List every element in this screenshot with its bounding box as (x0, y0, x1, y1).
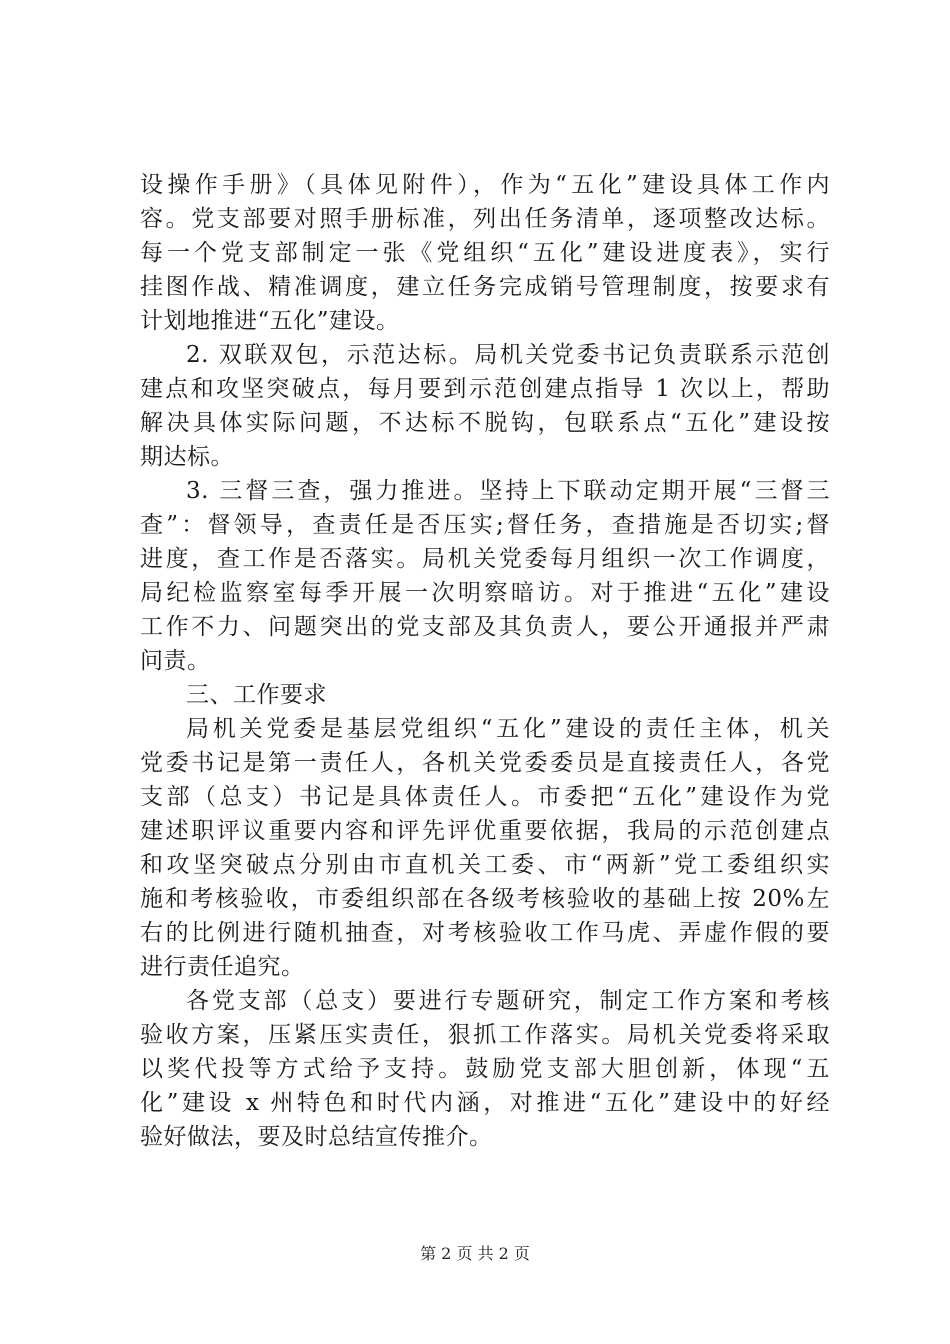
text-line: 挂图作战、精准调度，建立任务完成销号管理制度，按要求有 (140, 274, 830, 300)
document-body (140, 168, 830, 1154)
text-line: 每一个党支部制定一张《党组织“五化”建设进度表》，实行 (140, 240, 830, 266)
text-line: 设操作手册》（具体见附件），作为“五化”建设具体工作内 (140, 172, 830, 198)
text-line: 计划地推进“五化”建设。 (140, 308, 400, 334)
text-line: 化”建设 x 州特色和时代内涵，对推进“五化”建设中的好经 (140, 1090, 830, 1116)
text-line: 建点和攻坚突破点，每月要到示范创建点指导 1 次以上，帮助 (140, 376, 830, 402)
text-line: 施和考核验收，市委组织部在各级考核验收的基础上按 20%左 (140, 886, 830, 912)
text-line: 支部（总支）书记是具体责任人。市委把“五化”建设作为党 (140, 784, 830, 810)
text-line: 期达标。 (140, 444, 234, 470)
text-line: 右的比例进行随机抽查，对考核验收工作马虎、弄虚作假的要 (140, 920, 830, 946)
text-line: 验收方案，压紧压实责任，狠抓工作落实。局机关党委将采取 (140, 1022, 830, 1048)
text-line: 党委书记是第一责任人，各机关党委委员是直接责任人，各党 (140, 750, 830, 776)
text-line: 验好做法，要及时总结宣传推介。 (140, 1124, 493, 1150)
text-line: 问责。 (140, 648, 211, 674)
text-line: 局纪检监察室每季开展一次明察暗访。对于推进“五化”建设 (140, 580, 830, 606)
text-line: 局机关党委是基层党组织“五化”建设的责任主体，机关 (186, 716, 830, 742)
page-footer: 第 2 页 共 2 页 (420, 1244, 530, 1263)
text-line: 查”：督领导，查责任是否压实;督任务，查措施是否切实;督 (140, 512, 830, 538)
text-line: 进度，查工作是否落实。局机关党委每月组织一次工作调度， (140, 546, 830, 572)
text-line: 工作不力、问题突出的党支部及其负责人，要公开通报并严肃 (140, 614, 830, 640)
text-line: 进行责任追究。 (140, 954, 305, 980)
text-line: 解决具体实际问题，不达标不脱钩，包联系点“五化”建设按 (140, 410, 830, 436)
text-line: 容。党支部要对照手册标准，列出任务清单，逐项整改达标。 (140, 206, 830, 232)
text-line: 建述职评议重要内容和评先评优重要依据，我局的示范创建点 (140, 818, 830, 844)
text-line: 3. 三督三查，强力推进。坚持上下联动定期开展“三督三 (186, 478, 830, 504)
text-line: 2. 双联双包，示范达标。局机关党委书记负责联系示范创 (186, 342, 830, 368)
text-line: 以奖代投等方式给予支持。鼓励党支部大胆创新，体现“五 (140, 1056, 830, 1082)
text-line: 各党支部（总支）要进行专题研究，制定工作方案和考核 (186, 988, 830, 1014)
text-line: 和攻坚突破点分别由市直机关工委、市“两新”党工委组织实 (140, 852, 830, 878)
text-line: 三、工作要求 (186, 682, 327, 708)
